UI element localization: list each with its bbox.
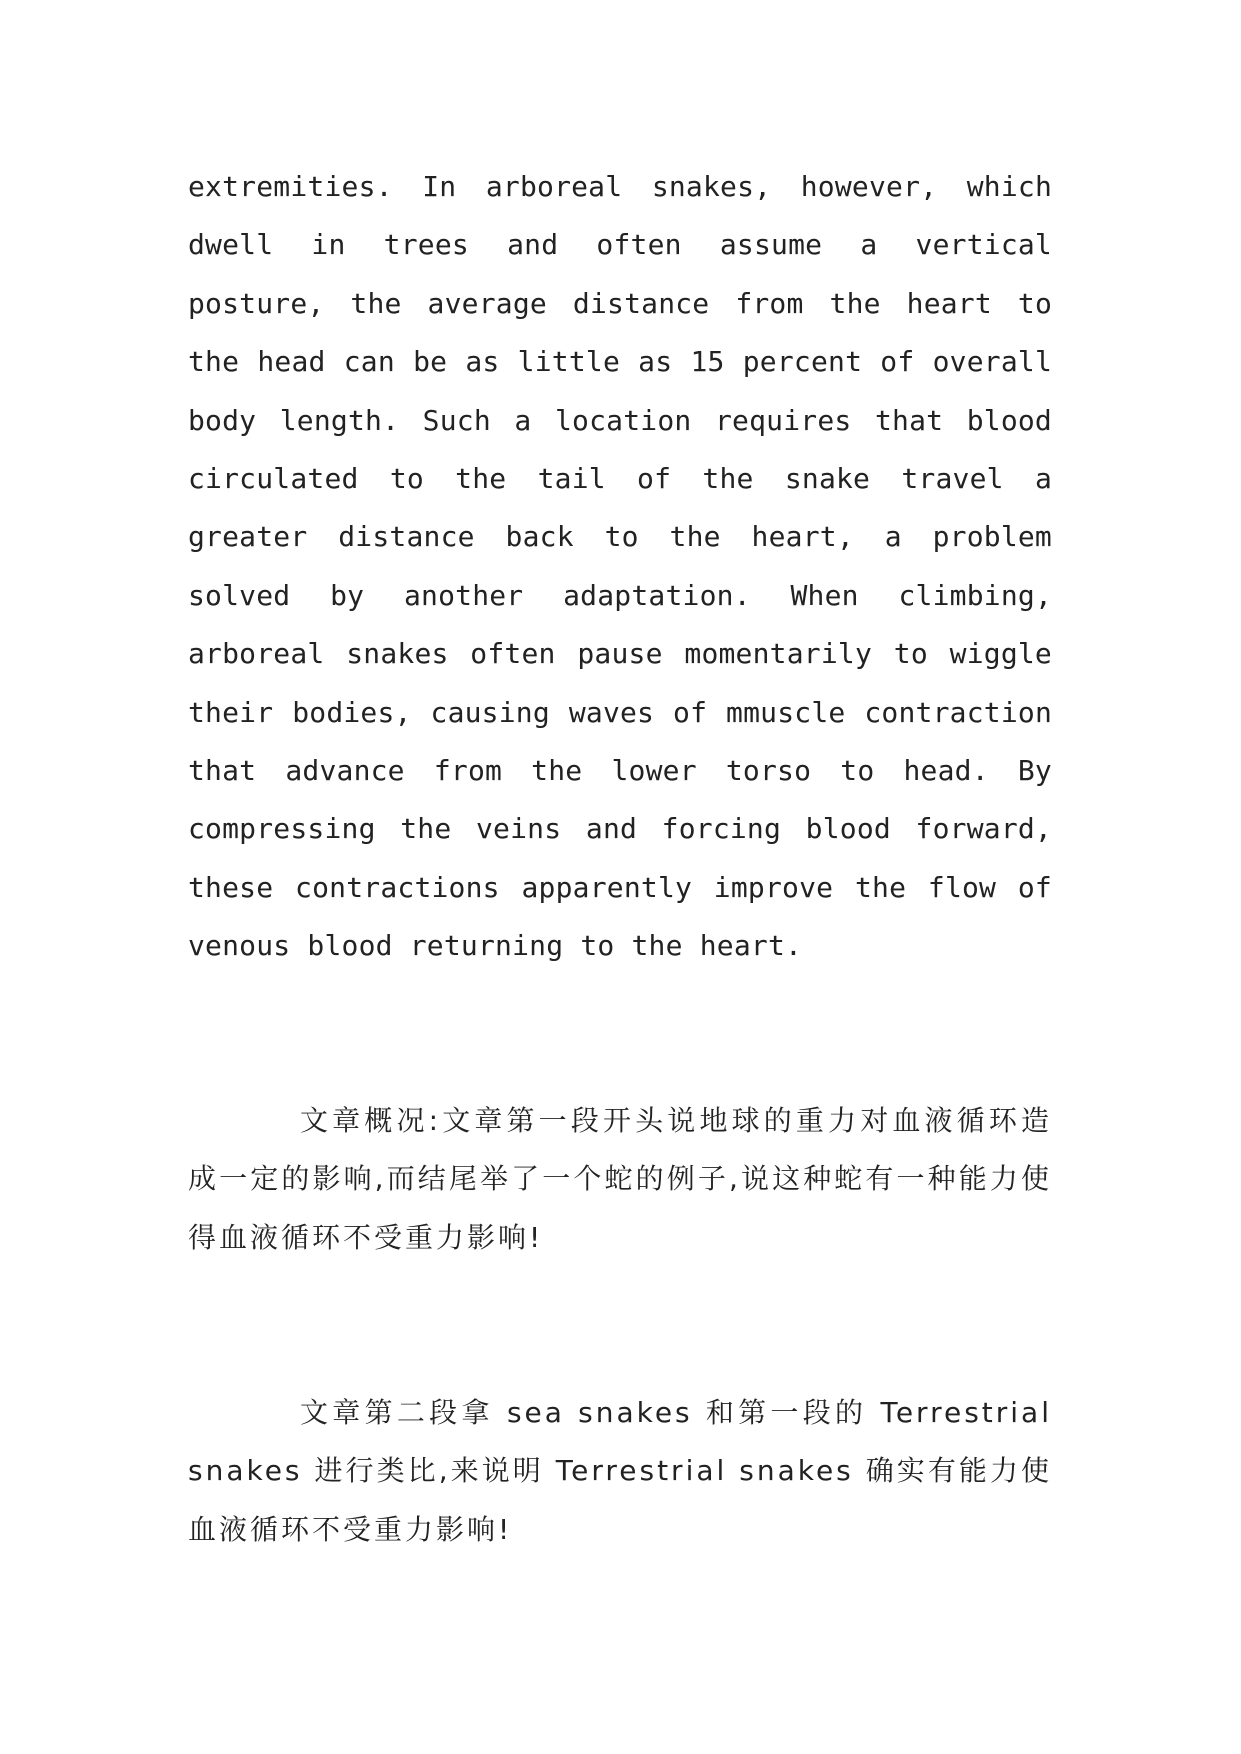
chinese-summary-paragraph-2: 文章第二段拿 sea snakes 和第一段的 Terrestrial snakes 进行类比,来说明 Terrestrial snakes 确实有能力使血液循环不受重力影响!	[188, 1396, 1052, 1546]
english-paragraph: extremities. In arboreal snakes, however, which dwell in trees and often assume a vertical posture, the average distance from the heart to the head can be as little as 15 percent of overall body length. Such a location requires that blood circulated to the tail of the snake travel a greater distance back to the heart, a problem solved by another adaptation. When climbing, arboreal snakes often pause momentarily to wiggle their bodies, causing waves of mmuscle contraction that advance from the lower torso to head. By compressing the veins and forcing blood forward, these contractions apparently improve the flow of venous blood returning to the heart.	[188, 170, 1052, 963]
chinese-summary-paragraph-1: 文章概况:文章第一段开头说地球的重力对血液循环造成一定的影响,而结尾举了一个蛇的例子,说这种蛇有一种能力使得血液循环不受重力影响!	[188, 1104, 1052, 1254]
